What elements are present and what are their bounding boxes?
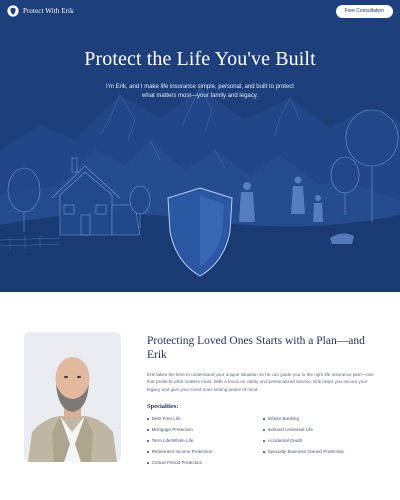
bullet-icon (147, 462, 149, 464)
portrait-image (24, 332, 121, 462)
hero-title: Protect the Life You've Built (84, 48, 316, 70)
about-body: Erik takes the time to understand your unique situation so he can guide you to the right life insurance plan—one that protects what matters most. With a focus on clarity and personalized service, Erik helps you secure your legacy and give your loved ones lasting peace of mind. (147, 372, 374, 392)
specialty-label: Indexed Universal Life (267, 427, 314, 433)
bullet-icon (147, 429, 149, 431)
specialty-label: Specialty Business Owned Protection (267, 449, 344, 455)
about-section (0, 292, 400, 500)
specialty-item (263, 448, 379, 455)
free-consultation-button[interactable]: Free Consultation (336, 5, 393, 18)
specialty-item (263, 426, 379, 433)
specialty-label: Infinite Banking (267, 416, 300, 422)
brand[interactable] (7, 5, 74, 17)
bullet-icon (263, 429, 265, 431)
bullet-icon (263, 451, 265, 453)
specialty-item (147, 459, 263, 466)
bullet-icon (263, 418, 265, 420)
bullet-icon (147, 418, 149, 420)
specialty-label: Critical Period Protection (151, 460, 203, 466)
specialty-label: Retirement Income Protection (151, 449, 213, 455)
bullet-icon (147, 440, 149, 442)
specialty-label: Term Life/Whole Life (151, 438, 194, 444)
bullet-icon (147, 451, 149, 453)
specialty-item (263, 415, 379, 422)
specialty-item (147, 426, 263, 433)
specialty-item (147, 448, 263, 455)
specialty-item (263, 437, 379, 444)
specialty-label: Debt Free Life (151, 416, 181, 422)
specialty-item (147, 415, 263, 422)
specialty-label: Mortgage Protection (151, 427, 193, 433)
shield-logo-icon (7, 5, 19, 17)
bullet-icon (263, 440, 265, 442)
specialty-label: Accidental Death (267, 438, 303, 444)
hero-subtitle: I'm Erik, and I make life insurance simple, personal, and built to protect what matters most—your family and legacy. (106, 84, 294, 99)
brand-name: Protect With Erik (23, 7, 74, 15)
about-content (147, 334, 382, 466)
hero-text (0, 48, 400, 101)
about-title: Protecting Loved Ones Starts with a Plan—and Erik (147, 335, 365, 361)
top-nav (0, 0, 400, 22)
specialty-item (147, 437, 263, 444)
erik-portrait (24, 332, 121, 462)
specialties-heading: Specialties: (147, 403, 179, 411)
specialties-list (147, 415, 382, 466)
